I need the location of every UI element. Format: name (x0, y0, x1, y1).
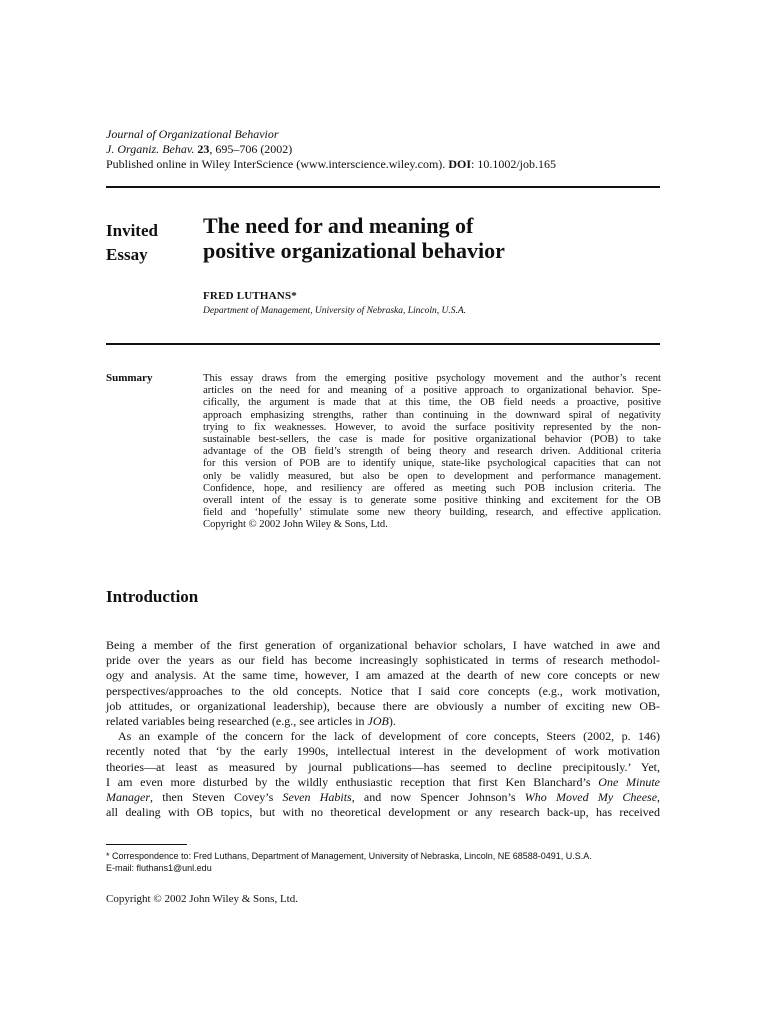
doi-label: DOI (448, 157, 471, 171)
title-line2: positive organizational behavior (203, 238, 505, 263)
essay-kind (106, 219, 196, 267)
body-italic-run: One Minute (598, 774, 661, 789)
title-rule (106, 343, 660, 345)
header-rule (106, 186, 660, 188)
footnote (106, 850, 592, 874)
doi-value: : 10.1002/job.165 (470, 157, 556, 171)
summary-line: field and ‘hopefully’ stimulate some new theory building, research, and effective application. (203, 507, 661, 519)
summary-line: Confidence, hope, and resiliency are offered as meeting such POB inclusion criteria. The (203, 482, 661, 494)
footnote-correspondence: * Correspondence to: Fred Luthans, Department of Management, University of Nebraska, Lincoln, NE 68588-0491, U.S.A. (106, 851, 592, 861)
body-line: all dealing with OB topics, but with no theoretical development or any research back-up, has received (106, 805, 660, 820)
body-text-run: , then Steven Covey’s (150, 790, 283, 805)
summary-line: cifically, the argument is made that at this time, the OB field needs a proactive, positive (203, 397, 661, 409)
page-copyright: Copyright © 2002 John Wiley & Sons, Ltd. (106, 893, 298, 905)
body-line: recently noted that ‘by the early 1990s, intellectual interest in the development of work motivation (106, 744, 660, 759)
body-text-run: , (657, 790, 661, 805)
summary-line: for this version of POB are to identify unique, state-like psychological capacities that can not (203, 458, 661, 470)
title-line1: The need for and meaning of (203, 213, 474, 238)
body-line: theories—at least as measured by journal publications—has seemed to decline precipitously.’ Yet, (106, 759, 660, 774)
body-text-run: ). (388, 714, 396, 729)
published-text: Published online in Wiley InterScience (www.interscience.wiley.com). (106, 157, 446, 171)
body-line: perspectives/approaches to the old concepts. Notice that I said core concepts (e.g., work motivation, (106, 683, 660, 698)
summary-label: Summary (106, 372, 153, 384)
summary-line: This essay draws from the emerging positive psychology movement and the author’s recent (203, 373, 661, 384)
section-heading-introduction: Introduction (106, 587, 199, 606)
summary-line: trying to fix weaknesses. However, to avoid the surface positivity represented by the non- (203, 421, 661, 433)
summary-line: articles on the need for and meaning of a positive approach to organizational behavior. Spe- (203, 385, 661, 397)
body-line: job attitudes, or organizational leadership), because there are obviously a number of exciting new OB- (106, 698, 660, 713)
author-name: FRED LUTHANS* (203, 290, 297, 302)
published-line (106, 157, 556, 172)
author-affiliation: Department of Management, University of Nebraska, Lincoln, U.S.A. (203, 306, 467, 316)
body-text-run: I am even more disturbed by the wildly enthusiastic reception that first Ken Blanchard’s (106, 774, 599, 789)
body-line: As an example of the concern for the lack of development of core concepts, Steers (2002, p. 146) (118, 729, 660, 744)
introduction-body (106, 638, 660, 820)
footnote-rule (106, 844, 187, 845)
citation-abbrev: J. Organiz. Behav. (106, 142, 195, 156)
body-italic-run: Who Moved My Cheese (524, 790, 658, 805)
body-line (106, 714, 660, 729)
body-line: Being a member of the first generation of organizational behavior scholars, I have watched in awe and (106, 638, 660, 652)
article-title (203, 213, 663, 263)
essay-kind-line2: Essay (106, 245, 148, 264)
summary-text (203, 373, 661, 532)
essay-kind-line1: Invited (106, 221, 158, 240)
body-line (106, 775, 660, 790)
summary-line: sustainable best-sellers, the case is made for positive organizational behavior (POB) to take (203, 434, 661, 446)
summary-line: overall intent of the essay is to generate some positive thinking and excitement for the OB (203, 495, 661, 507)
summary-line: only be validly measured, but also be open to development and performance management. (203, 470, 661, 482)
summary-line: approach emphasizing strengths, rather than continuing in the downward spiral of negativity (203, 409, 661, 421)
body-line (106, 790, 660, 805)
body-line: pride over the years as our field has become increasingly sophisticated in terms of research methodol- (106, 653, 660, 668)
body-text-run: , and now Spencer Johnson’s (351, 790, 525, 805)
summary-line: advantage of the OB field’s strength of being theory and research driven. Additional criteria (203, 446, 661, 458)
citation-pages: , 695–706 (2002) (209, 142, 293, 156)
footnote-email: E-mail: fluthans1@unl.edu (106, 863, 212, 873)
citation-volume: 23 (197, 142, 210, 156)
body-italic-run: JOB (367, 714, 389, 729)
body-italic-run: Seven Habits (282, 790, 352, 805)
body-italic-run: Manager (106, 790, 150, 805)
journal-name: Journal of Organizational Behavior (106, 127, 279, 141)
body-line: ogy and analysis. At the same time, however, I am amazed at the dearth of new core concepts or new (106, 668, 660, 683)
citation-line (106, 142, 292, 157)
body-text-run: related variables being researched (e.g., see articles in (106, 714, 368, 729)
summary-line: Copyright © 2002 John Wiley & Sons, Ltd. (203, 519, 388, 531)
